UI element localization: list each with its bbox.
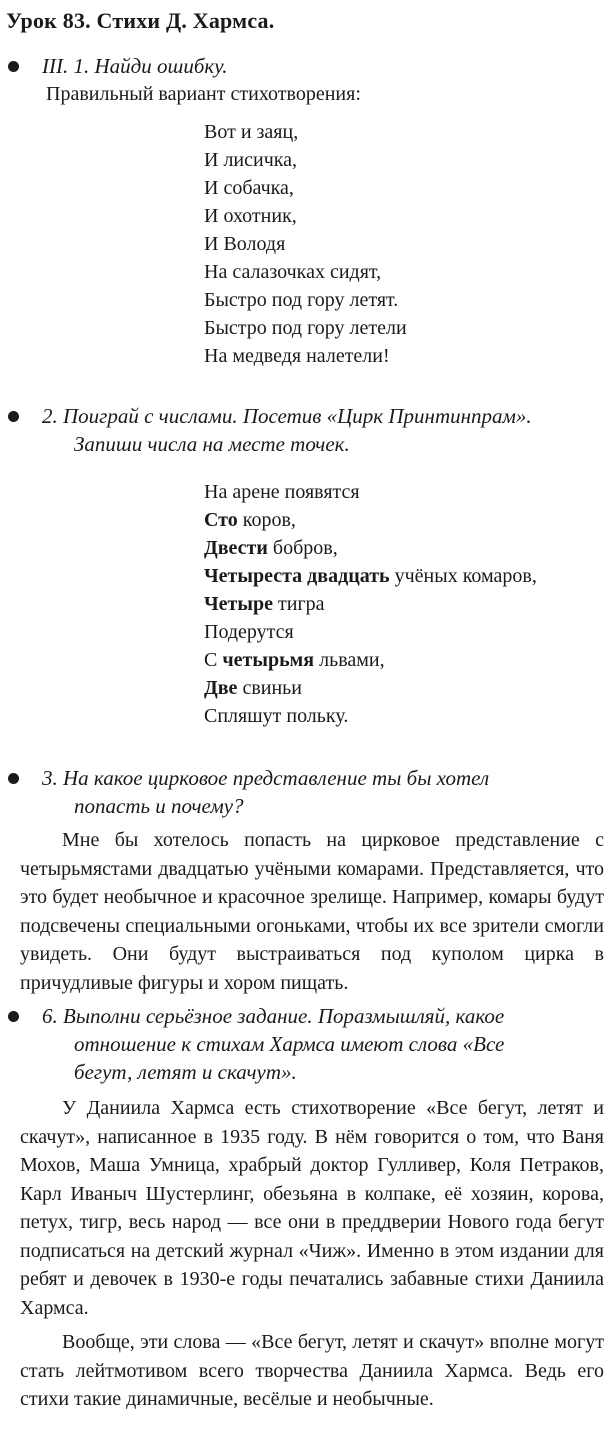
- poem-line: С четырьмя львами,: [204, 649, 385, 671]
- task-2-heading-line1: 2. Поиграй с числами. Посетив «Цирк Принтинпрам».: [42, 404, 532, 428]
- poem-line: Две свиньи: [204, 677, 302, 699]
- answer-paragraph: У Даниила Хармса есть стихотворение «Все бегут, летят и скачут», написанное в 1935 году. В нём говорится о том, что Ваня Мохов, Маша Умница, храбрый доктор Гулливер, Коля Петраков, Карл Иваныч Шустерлинг, обезьяна в колпаке, её хозяин, корова, петух, тигр, весь народ — все они в преддверии Нового года бегут подписаться на детский журнал «Чиж». Именно в этом издании для ребят и девочек в 1930-е годы печатались забавные стихи Даниила Хармса.: [20, 1097, 604, 1319]
- poem-line: Вот и заяц,: [204, 121, 299, 143]
- bullet-icon: [8, 1011, 19, 1022]
- task-3-heading-line2: попасть и почему?: [74, 794, 244, 818]
- task-6-heading-line1: 6. Выполни серьёзное задание. Поразмышляй, какое: [42, 1004, 505, 1028]
- task-2-heading-line2: Запиши числа на месте точек.: [74, 432, 350, 456]
- bullet-icon: [8, 773, 19, 784]
- poem-line: Четыре тигра: [204, 593, 325, 615]
- task-3-answer: [20, 826, 604, 997]
- bullet-icon: [8, 61, 19, 72]
- task-6-heading-line3: бегут, летят и скачут».: [74, 1060, 297, 1084]
- task-6-answer: [20, 1094, 604, 1414]
- poem-line: На арене появятся: [204, 481, 360, 503]
- poem-line: Быстро под гору летели: [204, 317, 407, 339]
- page-title: Урок 83. Стихи Д. Хармса.: [6, 8, 275, 33]
- task-1-heading-text: III. 1. Найди ошибку.: [42, 54, 228, 78]
- poem-line: И охотник,: [204, 205, 297, 227]
- task-1-intro: Правильный вариант стихотворения:: [46, 83, 361, 105]
- answer-paragraph: Мне бы хотелось попасть на цирковое представление с четырьмястами двадцатью учёными комарами. Представляется, что это будет необычное и красочное зрелище. Например, комары будут подсвечены специальными огоньками, чтобы их все зрители смогли увидеть. Они будут выстраиваться под куполом цирка в причудливые фигуры и хором пищать.: [20, 829, 604, 994]
- task-3-heading-line1: 3. На какое цирковое представление ты бы хотел: [42, 766, 490, 790]
- answer-paragraph: Вообще, эти слова — «Все бегут, летят и скачут» вполне могут стать лейтмотивом всего творчества Даниила Хармса. Ведь его стихи такие динамичные, весёлые и необычные.: [20, 1331, 604, 1410]
- task-1-poem: [204, 118, 407, 370]
- poem-line: Спляшут польку.: [204, 705, 349, 727]
- poem-line: На салазочках сидят,: [204, 261, 382, 283]
- poem-line: Быстро под гору летят.: [204, 289, 399, 311]
- poem-line: Четыреста двадцать учёных комаров,: [204, 565, 537, 587]
- task-6-heading-line2: отношение к стихам Хармса имеют слова «Все: [74, 1032, 505, 1056]
- poem-line: И собачка,: [204, 177, 294, 199]
- poem-line: И Володя: [204, 233, 286, 255]
- poem-line: Подерутся: [204, 621, 294, 643]
- poem-line: Двести бобров,: [204, 537, 338, 559]
- task-2-poem: [204, 478, 537, 730]
- bullet-icon: [8, 411, 19, 422]
- poem-line: И лисичка,: [204, 149, 298, 171]
- poem-line: На медведя налетели!: [204, 345, 390, 367]
- poem-line: Сто коров,: [204, 509, 296, 531]
